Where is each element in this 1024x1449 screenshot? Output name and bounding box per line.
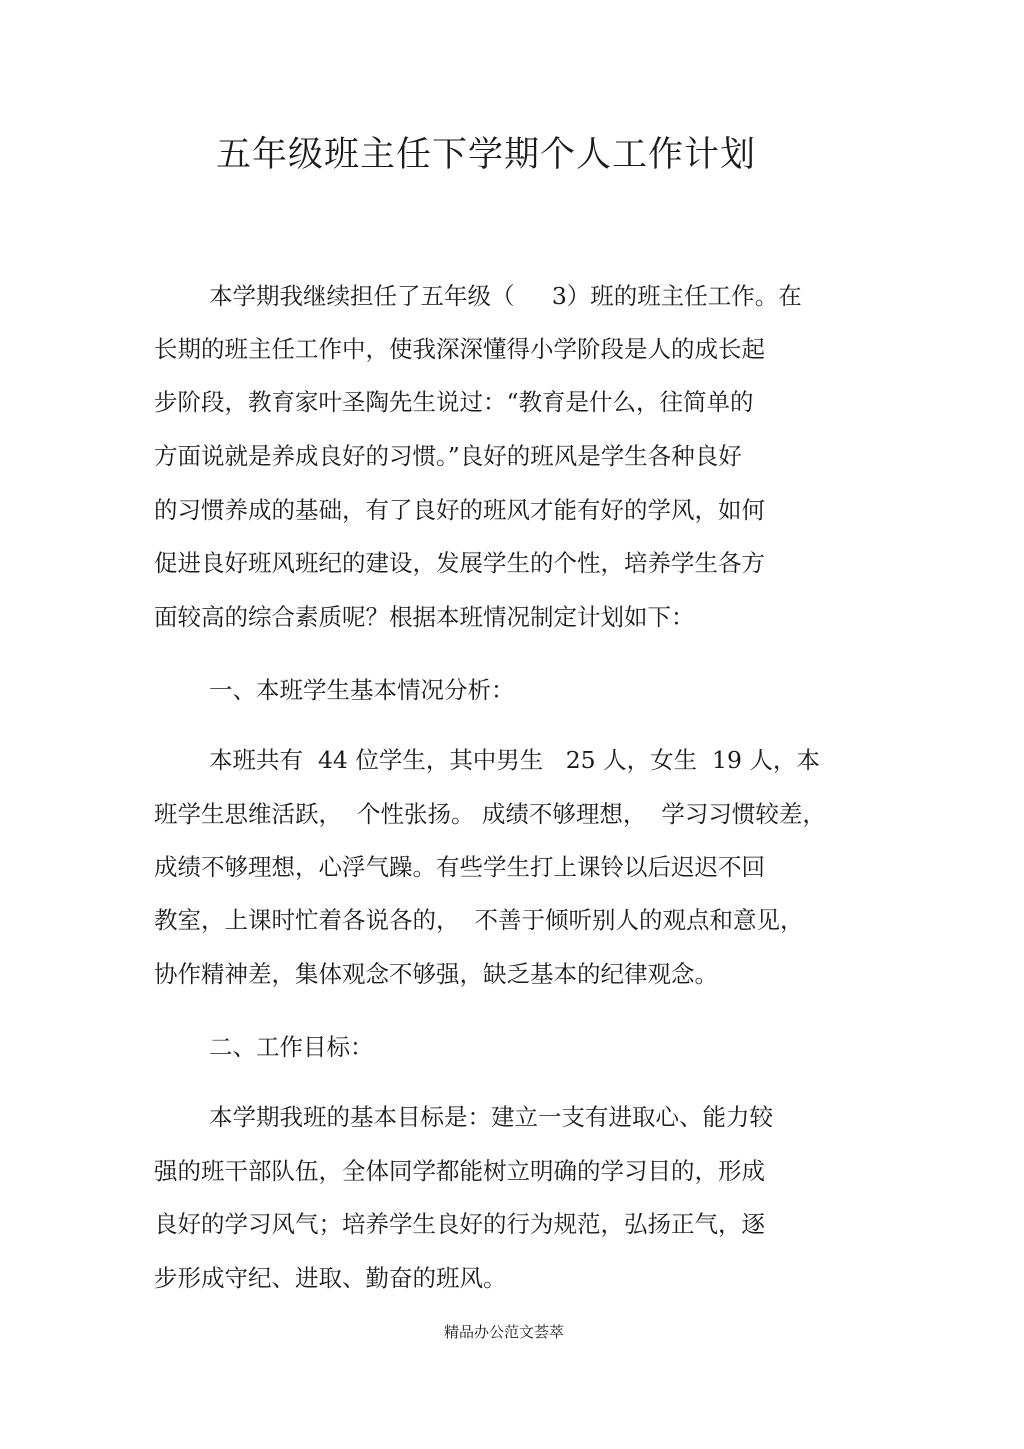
- section1-line-1: 本班共有 44 位学生，其中男生 25 人，女生 19 人，本: [209, 746, 820, 774]
- section1-line-3: 成绩不够理想，心浮气躁。有些学生打上课铃以后迟迟不回: [154, 853, 765, 881]
- intro-line-2: 长期的班主任工作中，使我深深懂得小学阶段是人的成长起: [154, 335, 765, 363]
- section2-line-4: 步形成守纪、进取、勤奋的班风。: [154, 1264, 507, 1292]
- intro-line-5: 的习惯养成的基础，有了良好的班风才能有好的学风，如何: [154, 496, 765, 524]
- document-title: 五年级班主任下学期个人工作计划: [215, 135, 756, 175]
- section1-line-2: 班学生思维活跃， 个性张扬。 成绩不够理想， 学习习惯较差，: [154, 800, 826, 828]
- intro-line-6: 促进良好班风班纪的建设，发展学生的个性，培养学生各方: [154, 549, 765, 577]
- intro-line-7: 面较高的综合素质呢？根据本班情况制定计划如下：: [154, 603, 695, 631]
- section2-line-1: 本学期我班的基本目标是：建立一支有进取心、能力较: [209, 1103, 773, 1131]
- intro-line-1: 本学期我继续担任了五年级（ 3）班的班主任工作。在: [209, 282, 802, 310]
- section2-line-2: 强的班干部队伍，全体同学都能树立明确的学习目的，形成: [154, 1157, 765, 1185]
- section2-heading: 二、工作目标：: [209, 1033, 374, 1061]
- section1-heading: 一、本班学生基本情况分析：: [209, 676, 515, 704]
- section2-line-3: 良好的学习风气；培养学生良好的行为规范，弘扬正气，逐: [154, 1210, 765, 1238]
- intro-line-3: 步阶段，教育家叶圣陶先生说过：“教育是什么，往简单的: [154, 388, 754, 416]
- intro-line-4: 方面说就是养成良好的习惯。”良好的班风是学生各种良好: [154, 442, 742, 470]
- section1-line-4: 教室，上课时忙着各说各的， 不善于倾听别人的观点和意见，: [154, 906, 804, 934]
- section1-line-5: 协作精神差，集体观念不够强，缺乏基本的纪律观念。: [154, 960, 718, 988]
- page-footer: 精品办公范文荟萃: [443, 1323, 564, 1341]
